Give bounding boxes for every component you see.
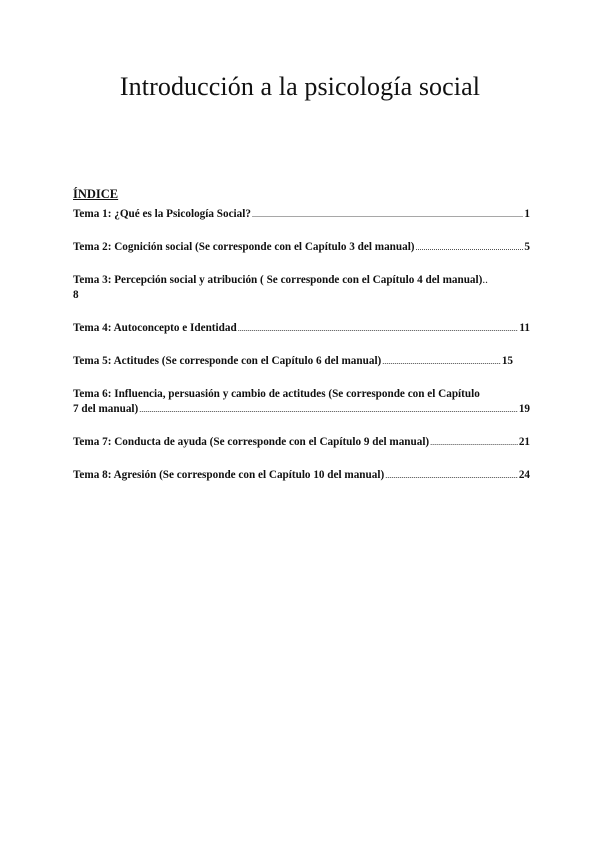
toc-entry-tema-2[interactable]: [73, 240, 530, 255]
toc-entry-tema-8[interactable]: [73, 468, 530, 483]
toc-entry-page: 21: [518, 436, 530, 448]
toc-entry-label: Tema 6: Influencia, persuasión y cambio de actitudes (Se corresponde con el Capítulo: [73, 388, 480, 400]
toc-entry-tema-3[interactable]: [73, 273, 530, 303]
toc-dot-leader: [385, 468, 518, 483]
toc-entry-label: Tema 3: Percepción social y atribución ( Se corresponde con el Capítulo 4 del manual): [73, 274, 483, 286]
toc-entry-label-continued: 7 del manual): [73, 403, 139, 415]
toc-entry-page: 8: [73, 289, 79, 301]
toc-dot-leader: [430, 435, 518, 450]
toc-dot-leader: ..: [482, 274, 488, 286]
toc-entry-label: Tema 5: Actitudes (Se corresponde con el Capítulo 6 del manual): [73, 355, 382, 367]
toc-dot-leader: [382, 354, 501, 369]
toc-entry-page: 1: [524, 208, 530, 220]
table-of-contents: [73, 186, 530, 483]
toc-entry-page: 15: [501, 355, 513, 367]
toc-entry-page: 5: [524, 241, 530, 253]
toc-entry-tema-4[interactable]: [73, 321, 530, 336]
toc-entry-page: 19: [518, 403, 530, 415]
toc-entry-page: 24: [518, 469, 530, 481]
document-title: Introducción a la psicología social: [119, 72, 481, 101]
toc-entry-label: Tema 7: Conducta de ayuda (Se corresponde con el Capítulo 9 del manual): [73, 436, 430, 448]
toc-entry-tema-5[interactable]: [73, 354, 513, 369]
toc-entry-page: 11: [519, 322, 530, 334]
toc-entry-tema-1[interactable]: [73, 207, 530, 222]
toc-entry-label: Tema 1: ¿Qué es la Psicología Social?: [73, 208, 251, 220]
toc-entry-tema-6[interactable]: [73, 387, 530, 417]
toc-dot-leader: [252, 207, 523, 222]
toc-heading: ÍNDICE: [73, 187, 119, 201]
toc-dot-leader: [238, 321, 519, 336]
toc-entry-label: Tema 4: Autoconcepto e Identidad: [73, 322, 237, 334]
toc-dot-leader: [139, 402, 518, 417]
toc-entry-label: Tema 8: Agresión (Se corresponde con el Capítulo 10 del manual): [73, 469, 385, 481]
toc-entry-tema-7[interactable]: [73, 435, 530, 450]
toc-dot-leader: [416, 240, 524, 255]
toc-entry-label: Tema 2: Cognición social (Se corresponde con el Capítulo 3 del manual): [73, 241, 415, 253]
